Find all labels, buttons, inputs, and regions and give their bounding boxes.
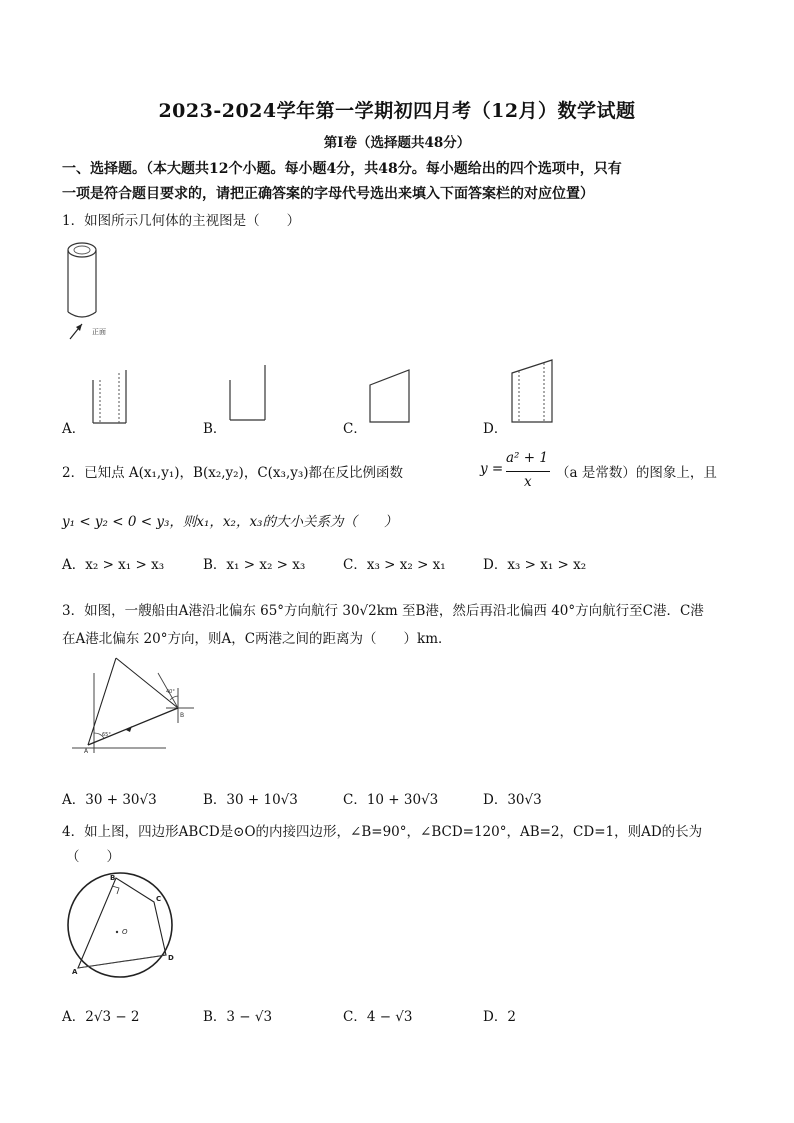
q1-option-a-figure bbox=[88, 365, 133, 425]
q3-option-b[interactable]: B．30 + 10√3 bbox=[203, 792, 298, 808]
q4-option-c[interactable]: C．4 − √3 bbox=[343, 1009, 413, 1025]
q3-label-65: 65° bbox=[102, 732, 111, 738]
q1-front-label: 正面 bbox=[92, 328, 106, 336]
q1-option-d[interactable]: D． bbox=[483, 421, 508, 437]
section-heading-line2: 一项是符合题目要求的，请把正确答案的字母代号选出来填入下面答案栏的对应位置） bbox=[62, 186, 594, 202]
q2-option-c[interactable]: C．x₃ > x₂ > x₁ bbox=[343, 557, 446, 573]
q2-formula-y: y = bbox=[480, 461, 504, 477]
q1-option-b[interactable]: B． bbox=[203, 421, 227, 437]
q3-navigation-figure bbox=[66, 653, 201, 763]
q4-stem-line2: （ ） bbox=[66, 849, 120, 865]
q3-label-a: A bbox=[84, 748, 89, 755]
q3-label-40: 40° bbox=[166, 689, 175, 695]
q4-option-d[interactable]: D．2 bbox=[483, 1009, 516, 1025]
q3-option-c[interactable]: C．10 + 30√3 bbox=[343, 792, 439, 808]
q1-option-c-figure bbox=[365, 367, 415, 425]
q1-option-a[interactable]: A． bbox=[62, 421, 86, 437]
q2-formula-denominator: x bbox=[524, 474, 532, 490]
q2-option-a[interactable]: A．x₂ > x₁ > x₃ bbox=[62, 557, 165, 573]
q1-cylinder-figure bbox=[62, 236, 122, 346]
q1-option-b-figure bbox=[225, 362, 270, 424]
q4-stem-line1: 4．如上图，四边形ABCD是⊙O的内接四边形，∠B=90°，∠BCD=120°，AB=2，CD=1，则AD的长为 bbox=[62, 824, 703, 840]
q3-option-d[interactable]: D．30√3 bbox=[483, 792, 542, 808]
q2-stem-line2: y₁ < y₂ < 0 < y₃，则x₁，x₂，x₃的大小关系为（ ） bbox=[62, 514, 398, 530]
q1-option-d-figure bbox=[508, 357, 558, 425]
q4-option-a[interactable]: A．2√3 − 2 bbox=[62, 1009, 140, 1025]
q1-option-c[interactable]: C． bbox=[343, 421, 367, 437]
q3-label-b: B bbox=[180, 712, 185, 719]
page-title: 2023-2024学年第一学期初四月考（12月）数学试题 bbox=[158, 100, 636, 122]
q2-stem-line1-tail: （a 是常数）的图象上，且 bbox=[556, 465, 717, 481]
q2-formula bbox=[480, 450, 554, 494]
q2-option-d[interactable]: D．x₃ > x₁ > x₂ bbox=[483, 557, 587, 573]
q4-label-d: D bbox=[168, 954, 174, 962]
q2-formula-numerator: a² + 1 bbox=[506, 450, 548, 466]
q4-label-o: O bbox=[122, 928, 128, 936]
section-heading-line1: 一、选择题。（本大题共12个小题。每小题4分，共48分。每小题给出的四个选项中，只有 bbox=[62, 161, 622, 177]
section-subtitle: 第Ⅰ卷（选择题共48分） bbox=[323, 135, 471, 151]
q2-option-b[interactable]: B．x₁ > x₂ > x₃ bbox=[203, 557, 306, 573]
q4-label-b: B bbox=[110, 874, 116, 882]
q2-fraction-bar bbox=[506, 471, 550, 472]
q4-option-b[interactable]: B．3 − √3 bbox=[203, 1009, 273, 1025]
q3-option-a[interactable]: A．30 + 30√3 bbox=[62, 792, 157, 808]
q1-stem: 1．如图所示几何体的主视图是（ ） bbox=[62, 213, 301, 229]
q4-circle-figure bbox=[62, 870, 182, 978]
q2-stem-line1: 2．已知点 A(x₁,y₁)，B(x₂,y₂)，C(x₃,y₃)都在反比例函数 bbox=[62, 465, 404, 481]
q4-label-c: C bbox=[156, 895, 162, 903]
q3-stem-line1: 3．如图，一艘船由A港沿北偏东 65°方向航行 30√2km 至B港，然后再沿北偏西 40°方向航行至C港．C港 bbox=[62, 603, 704, 619]
q3-stem-line2: 在A港北偏东 20°方向，则A，C两港之间的距离为（ ）km． bbox=[62, 631, 452, 647]
q4-label-a: A bbox=[72, 968, 78, 976]
